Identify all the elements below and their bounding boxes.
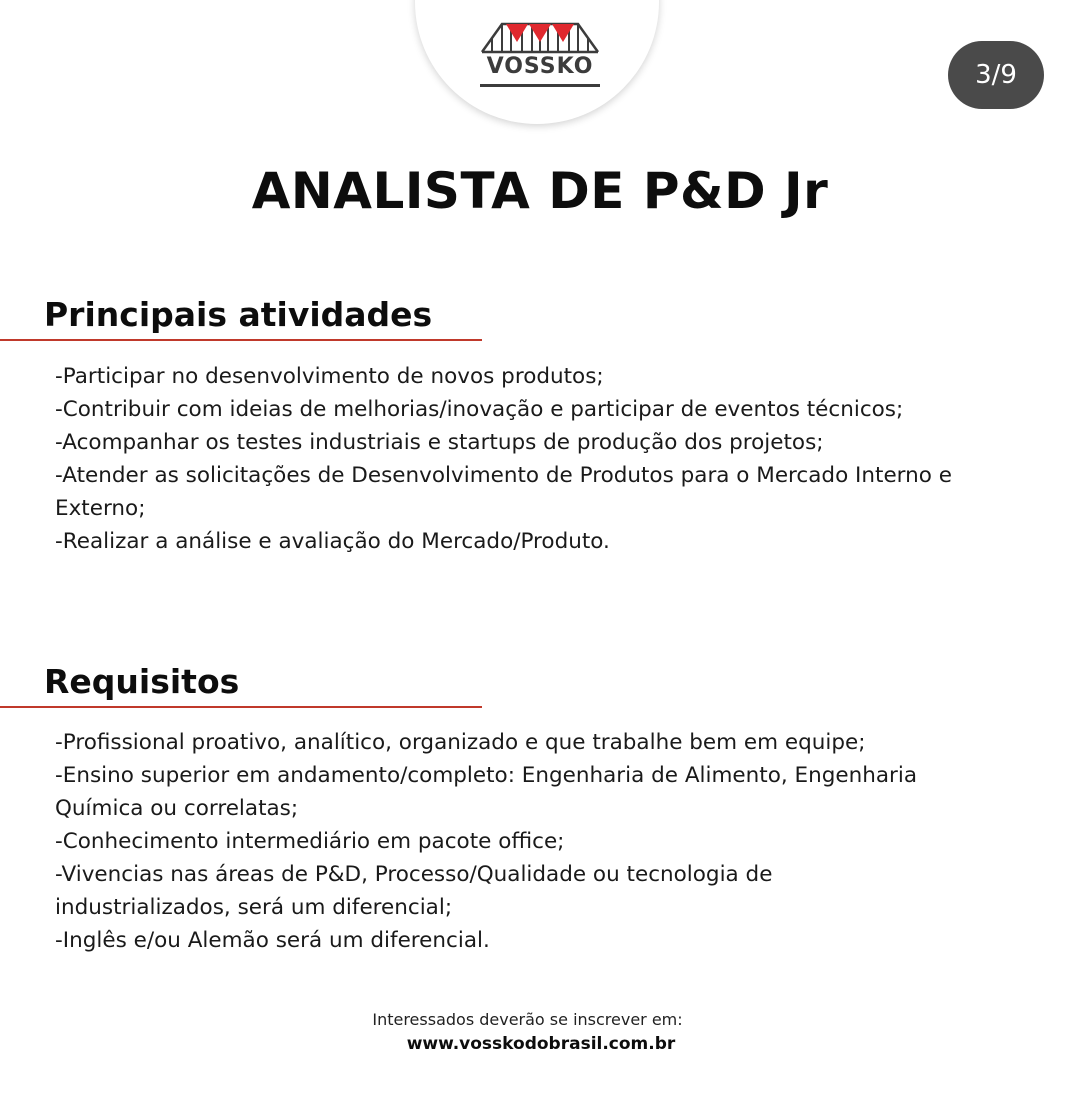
activities-list: [55, 360, 1045, 558]
page-title: ANALISTA DE P&D Jr: [251, 162, 829, 220]
list-item: -Participar no desenvolvimento de novos produtos;: [55, 364, 604, 389]
page-counter-badge: 3/9: [948, 41, 1044, 109]
logo-roof-icon: [478, 18, 602, 54]
list-item: -Atender as solicitações de Desenvolvimento de Produtos para o Mercado Interno e Externo;: [55, 463, 952, 521]
list-item: -Ensino superior em andamento/completo: Engenharia de Alimento, Engenharia Química ou correlatas;: [55, 763, 918, 821]
list-item: -Acompanhar os testes industriais e startups de produção dos projetos;: [55, 430, 824, 455]
requirements-divider: [0, 706, 482, 708]
list-item: -Conhecimento intermediário em pacote office;: [55, 829, 565, 854]
activities-heading: Principais atividades: [44, 295, 433, 334]
vossko-logo: [478, 18, 602, 92]
list-item: -Realizar a análise e avaliação do Mercado/Produto.: [55, 529, 610, 554]
requirements-list: [55, 726, 1045, 957]
logo-underline: [480, 84, 600, 87]
footer-website-link[interactable]: www.vosskodobrasil.com.br: [406, 1034, 676, 1054]
list-item: -Contribuir com ideias de melhorias/inovação e participar de eventos técnicos;: [55, 397, 904, 422]
logo-text: VOSSKO: [486, 54, 594, 79]
requirements-heading: Requisitos: [44, 662, 240, 701]
footer-instructions: Interessados deverão se inscrever em:: [372, 1010, 683, 1029]
list-item: -Inglês e/ou Alemão será um diferencial.: [55, 928, 490, 953]
list-item: -Vivencias nas áreas de P&D, Processo/Qualidade ou tecnologia de industrializados, será um diferencial;: [55, 862, 773, 920]
activities-divider: [0, 339, 482, 341]
list-item: -Profissional proativo, analítico, organizado e que trabalhe bem em equipe;: [55, 730, 866, 755]
